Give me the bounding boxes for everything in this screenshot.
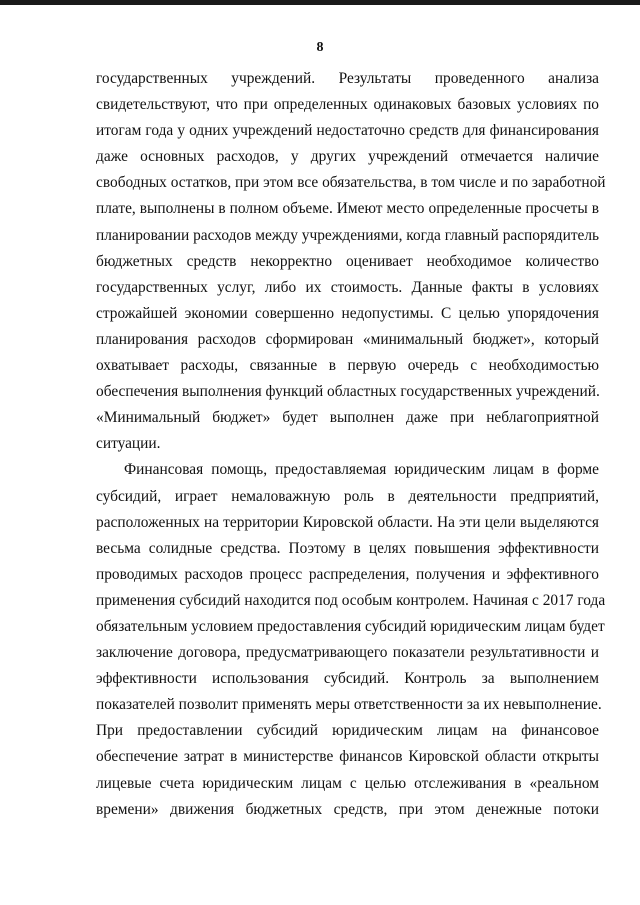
paragraph-2 bbox=[96, 457, 606, 822]
text-line: планирования расходов сформирован «минимальный бюджет», который bbox=[96, 330, 599, 348]
text-line: При предоставлении субсидий юридическим лицам на финансовое bbox=[96, 722, 599, 740]
text-line: обязательным условием предоставления субсидий юридическим лицам будет bbox=[96, 617, 605, 635]
body-text bbox=[96, 66, 606, 823]
text-line: расположенных на территории Кировской области. На эти цели выделяются bbox=[96, 513, 599, 531]
text-line: ситуации. bbox=[96, 435, 161, 453]
text-line: эффективности использования субсидий. Контроль за выполнением bbox=[96, 670, 599, 688]
text-line: времени» движения бюджетных средств, при этом денежные потоки bbox=[96, 800, 599, 818]
text-line: бюджетных средств некорректно оценивает необходимое количество bbox=[96, 252, 599, 270]
text-line: весьма солидные средства. Поэтому в целях повышения эффективности bbox=[96, 539, 599, 557]
text-line: государственных услуг, либо их стоимость. Данные факты в условиях bbox=[96, 278, 599, 296]
text-line: проводимых расходов процесс распределения, получения и эффективного bbox=[96, 565, 599, 583]
text-line: показателей позволит применять меры ответственности за их невыполнение. bbox=[96, 696, 602, 714]
text-line: строжайшей экономии совершенно недопустимы. С целью упорядочения bbox=[96, 304, 599, 322]
text-line: государственных учреждений. Результаты проведенного анализа bbox=[96, 70, 599, 87]
text-line: применения субсидий находится под особым контролем. Начиная с 2017 года bbox=[96, 591, 606, 609]
text-line: свидетельствуют, что при определенных одинаковых базовых условиях по bbox=[96, 96, 599, 114]
page-number: 8 bbox=[316, 40, 324, 55]
text-line: охватывает расходы, связанные в первую очередь с необходимостью bbox=[96, 357, 599, 375]
text-line: плате, выполнены в полном объеме. Имеют место определенные просчеты в bbox=[96, 200, 599, 218]
text-line: планировании расходов между учреждениями, когда главный распорядитель bbox=[96, 226, 600, 244]
text-line: Финансовая помощь, предоставляемая юридическим лицам в форме bbox=[124, 461, 599, 479]
text-line: обеспечения выполнения функций областных государственных учреждений. bbox=[96, 383, 600, 401]
text-line: лицевые счета юридическим лицам с целью отслеживания в «реальном bbox=[96, 774, 599, 792]
text-line: свободных остатков, при этом все обязательства, в том числе и по заработной bbox=[96, 174, 606, 192]
text-line: «Минимальный бюджет» будет выполнен даже при неблагоприятной bbox=[96, 409, 599, 427]
top-border-rule bbox=[0, 0, 640, 5]
text-line: субсидий, играет немаловажную роль в деятельности предприятий, bbox=[96, 487, 599, 505]
paragraph-1 bbox=[96, 66, 606, 457]
text-line: даже основных расходов, у других учреждений отмечается наличие bbox=[96, 148, 599, 166]
text-line: заключение договора, предусматривающего показатели результативности и bbox=[96, 644, 599, 662]
text-line: итогам года у одних учреждений недостаточно средств для финансирования bbox=[96, 122, 599, 140]
text-line: обеспечение затрат в министерстве финансов Кировской области открыты bbox=[96, 748, 599, 766]
